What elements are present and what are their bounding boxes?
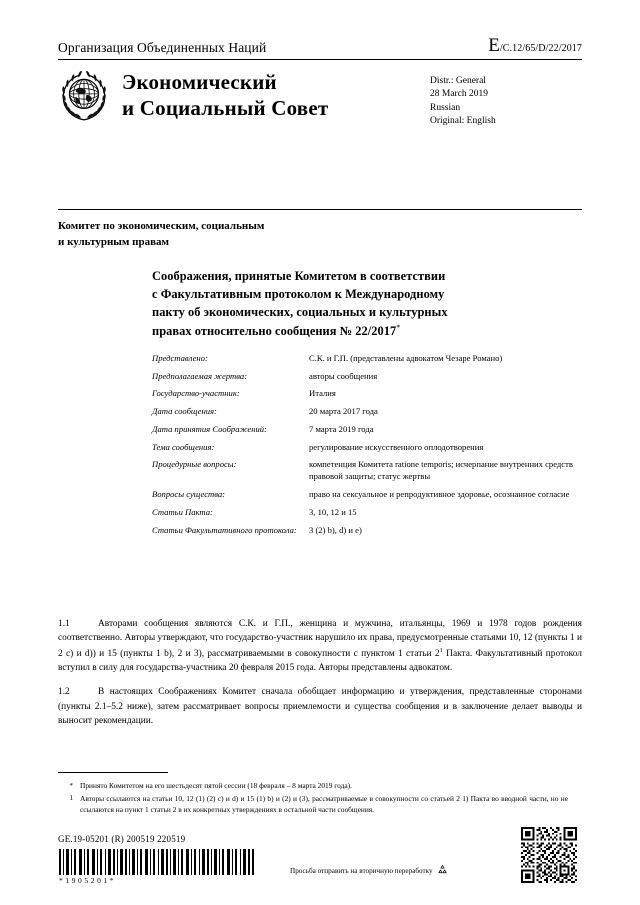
paragraph-text: Авторами сообщения являются С.К. и Г.П., женщина и мужчина, итальянцы, 1969 и 1978 годов рождения соответственно. Авторы утверждают, что государство-участник нарушило их права, предусмотренные статьями 10, 12 (пункты 1 и 2 c) и d)) и 15 (пункты 1 b), 2 и 3), рассматриваемыми в совокупности с пунктом 1 статьи 2 bbox=[58, 619, 582, 659]
footnote-text: Принято Комитетом на его шестьдесят пятой сессии (18 февраля – 8 марта 2019 года). bbox=[80, 781, 352, 790]
brand-title bbox=[122, 69, 422, 121]
barcode-number: *1905201* bbox=[59, 876, 117, 885]
metadata-row bbox=[152, 405, 582, 417]
recycle-note bbox=[290, 864, 448, 877]
metadata-label: Статьи Пакта: bbox=[152, 506, 213, 517]
metadata-value: 3, 10, 12 и 15 bbox=[309, 506, 357, 517]
footnote-divider bbox=[58, 772, 168, 773]
page-title-line3: пакту об экономических, социальных и культурных bbox=[152, 304, 448, 319]
paragraph-number: 1.2 bbox=[58, 687, 70, 698]
committee-name bbox=[58, 219, 488, 251]
distribution-block bbox=[422, 69, 582, 129]
page-title-line4-text: правах относительно сообщения № 22/2017 bbox=[152, 323, 397, 338]
footnotes bbox=[58, 780, 568, 816]
committee-name-line1: Комитет по экономическим, социальным bbox=[58, 220, 265, 232]
section-divider bbox=[58, 209, 582, 210]
metadata-label: Вопросы существа: bbox=[152, 489, 226, 500]
metadata-label: Представлено: bbox=[152, 353, 208, 363]
distribution-line: Distr.: General bbox=[430, 76, 486, 86]
metadata-value: право на сексуальное и репродуктивное здоровье, осознанное согласие bbox=[309, 489, 570, 500]
organization-name: Организация Объединенных Наций bbox=[58, 40, 267, 56]
footnote-marker: * bbox=[69, 782, 73, 790]
recycle-note-text: Просьба отправить на вторичную переработку bbox=[290, 866, 433, 875]
metadata-row bbox=[152, 441, 582, 453]
document-symbol bbox=[488, 36, 582, 56]
footnote bbox=[58, 780, 568, 792]
metadata-value: 7 марта 2019 года bbox=[309, 423, 374, 434]
metadata-value: компетенция Комитета ratione temporis; исчерпание внутренних средств правовой защиты; статус жертвы bbox=[309, 459, 573, 482]
masthead-divider bbox=[58, 59, 582, 60]
body-paragraphs bbox=[58, 617, 582, 738]
brand-block bbox=[58, 69, 582, 129]
committee-name-line2: и культурным правам bbox=[58, 235, 169, 248]
document-symbol-rest: /C.12/65/D/22/2017 bbox=[499, 43, 582, 54]
footnote-marker: 1 bbox=[69, 793, 73, 802]
distribution-date: 28 March 2019 bbox=[430, 89, 489, 100]
title-footnote-marker: * bbox=[396, 322, 401, 332]
brand-title-line2: и Социальный Совет bbox=[122, 95, 329, 120]
metadata-row bbox=[152, 387, 582, 399]
metadata-row bbox=[152, 352, 582, 364]
page-title-line2: с Факультативным протоколом к Международному bbox=[152, 286, 445, 301]
metadata-label: Государство-участник: bbox=[152, 388, 240, 399]
metadata-value: С.К. и Г.П. (представлены адвокатом Чезаре Романо) bbox=[309, 353, 503, 363]
un-emblem-icon bbox=[58, 71, 110, 123]
masthead bbox=[58, 36, 582, 129]
brand-title-line1: Экономический bbox=[122, 70, 277, 94]
recycle-icon bbox=[437, 864, 448, 877]
page-title-line1: Соображения, принятые Комитетом в соответствии bbox=[152, 269, 446, 283]
metadata-value: авторы сообщения bbox=[309, 370, 378, 381]
distribution-original: Original: English bbox=[430, 116, 496, 127]
metadata-row bbox=[152, 423, 582, 435]
paragraph-text: В настоящих Соображениях Комитет сначала обобщает информацию и утверждения, представленные сторонами (пункты 2.1–5.2 ниже), затем рассматривает вопросы приемлемости и существа сообщения и в заключение делает выводы и выносит рекомендации. bbox=[58, 687, 582, 726]
metadata-row bbox=[152, 370, 582, 382]
metadata-row bbox=[152, 524, 582, 536]
metadata-value: 20 марта 2017 года bbox=[309, 406, 378, 417]
qr-code-image bbox=[521, 827, 577, 883]
page-title-line4 bbox=[152, 322, 557, 341]
metadata-label: Дата принятия Соображений: bbox=[152, 423, 267, 434]
paragraph bbox=[58, 617, 582, 675]
paragraph-number: 1.1 bbox=[58, 619, 70, 629]
document-id: GE.19-05201 (R) 200519 220519 bbox=[58, 834, 186, 844]
paragraph-footnote-marker: 1 bbox=[439, 646, 443, 654]
metadata-label: Процедурные вопросы: bbox=[152, 459, 237, 470]
metadata-label: Дата сообщения: bbox=[152, 406, 217, 417]
qr-code bbox=[521, 827, 577, 888]
metadata-label: Предполагаемая жертва: bbox=[152, 370, 248, 381]
masthead-top-row bbox=[58, 36, 582, 58]
barcode bbox=[58, 849, 255, 885]
metadata-value: регулирование искусственного оплодотворения bbox=[309, 441, 484, 452]
paragraph-text-cont: Пакта. Факультативный протокол вступил в силу для государства-участника 20 февраля 2015 года. Авторы представлены адвокатом. bbox=[58, 648, 582, 674]
paragraph bbox=[58, 685, 582, 728]
metadata-row bbox=[152, 488, 582, 500]
footnote-text: Авторы ссылаются на статьи 10, 12 (1) (2) c) и d) и 15 (1) b) и (2) и (3), рассматриваемые в совокупности со статьей 2 1) Пакта во вводной части, но не ссылаются на пункт 1 статьи 2 в их конкретных утверждениях в остальной части сообщения. bbox=[80, 793, 568, 814]
metadata-label: Тема сообщения: bbox=[152, 441, 215, 452]
footnote bbox=[58, 793, 568, 815]
barcode-image bbox=[58, 849, 255, 875]
metadata-value: 3 (2) b), d) и e) bbox=[309, 524, 362, 535]
document-symbol-prefix: E bbox=[488, 35, 500, 56]
metadata-row bbox=[152, 506, 582, 518]
metadata-label: Статьи Факультативного протокола: bbox=[152, 524, 297, 535]
distribution-language: Russian bbox=[430, 102, 461, 113]
case-metadata-table bbox=[152, 352, 582, 541]
metadata-value: Италия bbox=[309, 388, 336, 399]
page-title bbox=[152, 268, 557, 341]
metadata-row bbox=[152, 458, 582, 482]
